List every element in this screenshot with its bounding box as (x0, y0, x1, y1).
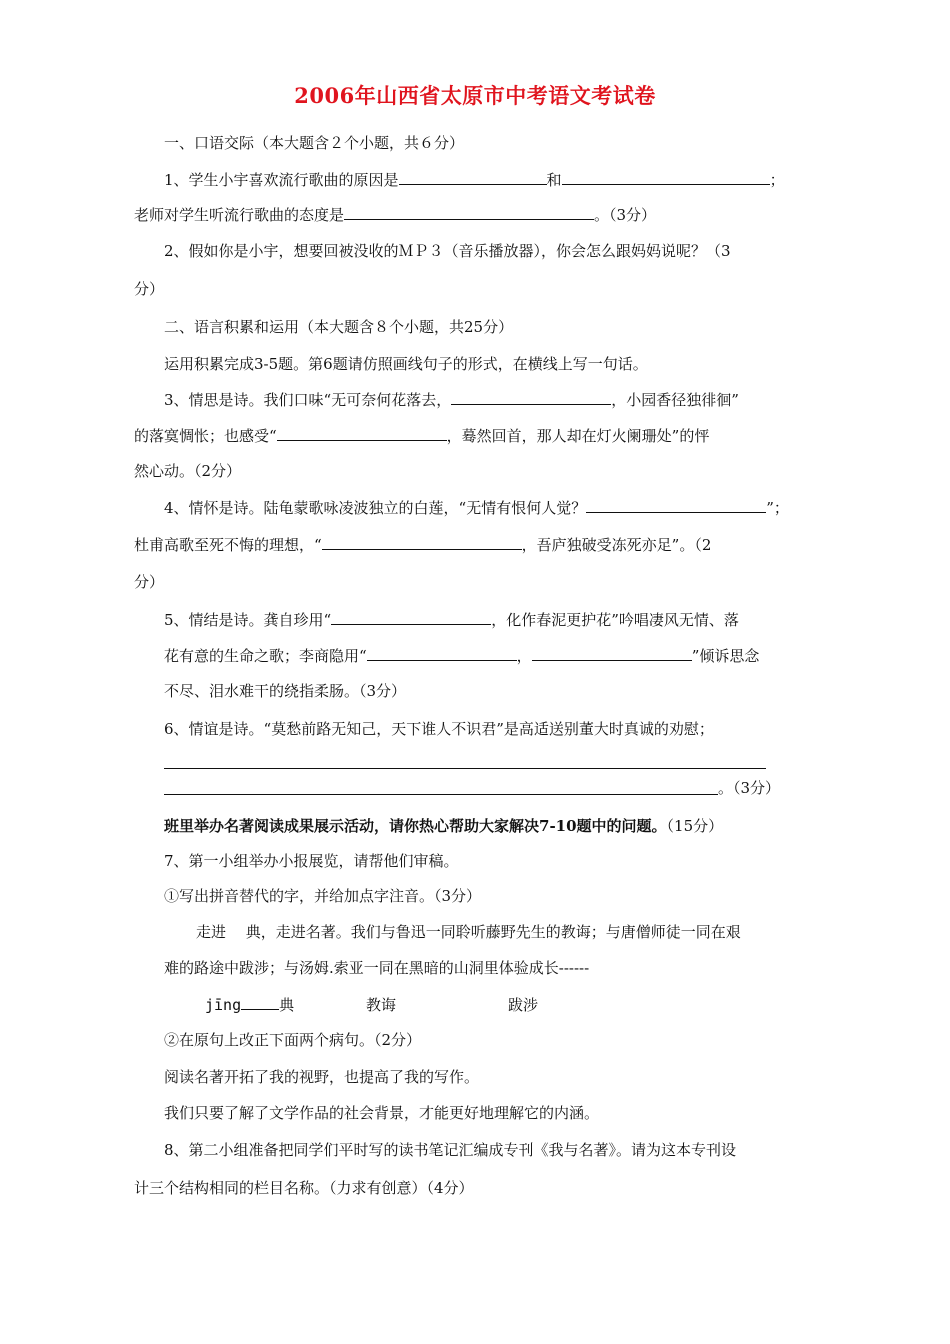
question-2-line-2: 分） (134, 280, 165, 298)
section-2-intro: 运用积累完成3-5题。第6题请仿照画线句子的形式，在横线上写一句话。 (164, 355, 648, 373)
question-5-line-1 (164, 610, 739, 630)
question-6-score: 。（3分） (718, 779, 781, 797)
q1-semicolon: ； (769, 171, 785, 189)
question-3-line-3: 然心动。（2分） (134, 462, 242, 480)
answer-blank[interactable] (532, 646, 692, 661)
faulty-sentence-2: 我们只要了解了文学作品的社会背景，才能更好地理解它的内涵。 (164, 1104, 600, 1122)
word-jiaohui: 教诲 (366, 996, 397, 1014)
q5-text: 5、情结是诗。龚自珍用“ (164, 611, 332, 629)
q1-score: 。（3分） (594, 206, 657, 224)
question-1-line-1 (164, 170, 785, 190)
answer-line[interactable] (164, 794, 718, 795)
question-6-line-1: 6、情谊是诗。“莫愁前路无知己，天下谁人不识君”是高适送别董大时真诚的劝慰； (164, 720, 714, 738)
question-7-passage-line-1: 走进 典，走进名著。我们与鲁迅一同聆听藤野先生的教诲；与唐僧师徒一同在艰 (196, 923, 741, 941)
q5-text-3: 花有意的生命之歌；李商隐用“ (164, 647, 367, 665)
question-4-line-3: 分） (134, 573, 165, 591)
question-7-passage-line-2: 难的路途中跋涉；与汤姆.索亚一同在黑暗的山洞里体验成长------ (164, 959, 590, 977)
activity-score: （15分） (666, 817, 724, 835)
question-8-line-1: 8、第二小组准备把同学们平时写的读书笔记汇编成专刊《我与名著》。请为这本专刊设 (164, 1141, 737, 1159)
q5-comma: ， (516, 647, 532, 665)
answer-blank[interactable] (399, 170, 547, 185)
answer-blank[interactable] (241, 995, 279, 1010)
q1-text: 1、学生小宇喜欢流行歌曲的原因是 (164, 171, 399, 189)
pinyin-item-1 (205, 995, 294, 1015)
q3-text: 3、情思是诗。我们口味“无可奈何花落去， (164, 391, 452, 409)
answer-blank[interactable] (367, 646, 517, 661)
pinyin-jing: jīng (205, 996, 242, 1014)
q4-text-4: ，吾庐独破受冻死亦足”。（2 (521, 536, 712, 554)
q5-text-4: ”倾诉思念 (691, 647, 760, 665)
question-4-line-2 (134, 535, 711, 555)
question-7-part-2: ②在原句上改正下面两个病句。（2分） (164, 1031, 422, 1049)
q4-text: 4、情怀是诗。陆龟蒙歌咏凌波独立的白莲，“无情有恨何人觉？ (164, 499, 587, 517)
activity-heading (164, 816, 723, 836)
question-7-heading: 7、第一小组举办小报展览，请帮他们审稿。 (164, 852, 459, 870)
question-5-line-2 (164, 646, 759, 666)
q1-and: 和 (546, 171, 562, 189)
question-3-line-1 (164, 390, 739, 410)
answer-blank[interactable] (277, 426, 447, 441)
q3-text-3: 的落寞惆怅；也感受“ (134, 427, 277, 445)
page-title: 2006年山西省太原市中考语文考试卷 (294, 83, 656, 108)
question-4-line-1 (164, 498, 789, 518)
answer-blank[interactable] (322, 535, 522, 550)
answer-blank[interactable] (562, 170, 770, 185)
q4-text-2: ”； (766, 499, 789, 517)
question-7-part-1: ①写出拼音替代的字，并给加点字注音。（3分） (164, 887, 482, 905)
q5-text-2: ，化作春泥更护花”吟唱凄风无情、落 (491, 611, 739, 629)
answer-line[interactable] (164, 768, 766, 769)
question-1-line-2 (134, 205, 656, 225)
q3-text-4: ，蓦然回首，那人却在灯火阑珊处”的怦 (446, 427, 710, 445)
section-2-heading: 二、语言积累和运用（本大题含８个小题，共25分） (164, 318, 514, 336)
word-bashe: 跋涉 (508, 996, 539, 1014)
word-dian: 典 (279, 996, 295, 1014)
answer-blank[interactable] (331, 610, 491, 625)
answer-blank[interactable] (451, 390, 611, 405)
section-1-heading: 一、口语交际（本大题含２个小题，共６分） (164, 134, 465, 152)
answer-blank[interactable] (586, 498, 766, 513)
question-5-line-3: 不尽、泪水难干的绕指柔肠。（3分） (164, 682, 407, 700)
faulty-sentence-1: 阅读名著开拓了我的视野，也提高了我的写作。 (164, 1068, 480, 1086)
activity-text: 班里举办名著阅读成果展示活动，请你热心帮助大家解决7-10题中的问题。 (164, 817, 667, 835)
question-8-line-2: 计三个结构相同的栏目名称。（力求有创意）（4分） (134, 1179, 474, 1197)
question-3-line-2 (134, 426, 709, 446)
q1-text-2: 老师对学生听流行歌曲的态度是 (134, 206, 345, 224)
q4-text-3: 杜甫高歌至死不悔的理想，“ (134, 536, 322, 554)
answer-blank[interactable] (344, 205, 594, 220)
q3-text-2: ，小园香径独徘徊” (611, 391, 739, 409)
question-2-line-1: 2、假如你是小宇，想要回被没收的ＭＰ３（音乐播放器），你会怎么跟妈妈说呢？（3 (164, 242, 731, 260)
